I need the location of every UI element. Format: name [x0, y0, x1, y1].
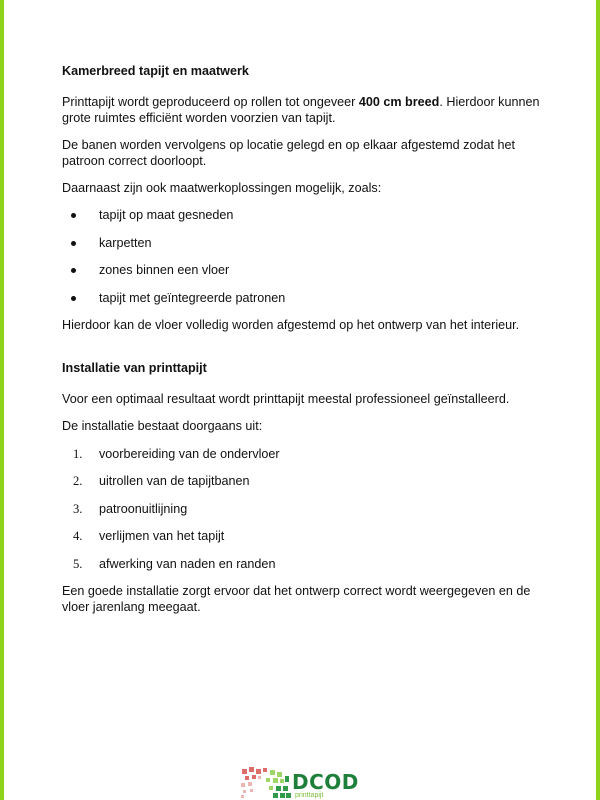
paragraph-banen-line2: patroon correct doorloopt. [62, 154, 207, 168]
bullet-item [62, 235, 542, 251]
bullet-item [62, 207, 542, 223]
numbered-item [62, 528, 542, 544]
numbered-item [62, 501, 542, 517]
step-text: voorbereiding van de ondervloer [99, 447, 280, 461]
bullet-item [62, 262, 542, 278]
step-number: 3. [73, 502, 83, 516]
numbered-item [62, 473, 542, 489]
step-text: afwerking van naden en randen [99, 557, 276, 571]
paragraph-text: Printtapijt wordt geproduceerd op rollen tot ongeveer [62, 95, 356, 109]
step-text: uitrollen van de tapijtbanen [99, 474, 250, 488]
logo-subtitle-text: printtapijt [295, 792, 324, 799]
numbered-item [62, 556, 542, 572]
bullet-marker [71, 268, 76, 273]
step-number: 2. [73, 474, 83, 488]
paragraph-text: . Hierdoor kunnen [439, 95, 540, 109]
paragraph-production-line1 [62, 94, 539, 110]
step-text: verlijmen van het tapijt [99, 529, 225, 543]
bullet-marker [71, 241, 76, 246]
paragraph-conclusion-line1: Een goede installatie zorgt ervoor dat het ontwerp correct wordt weergegeven en de [62, 584, 531, 598]
bullet-marker [71, 213, 76, 218]
step-number: 1. [73, 447, 83, 461]
right-border [596, 0, 600, 800]
logo-pixel-mark-icon [240, 766, 292, 800]
bullet-text: tapijt met geïntegreerde patronen [99, 291, 286, 305]
step-number: 4. [73, 529, 83, 543]
bullet-text: zones binnen een vloer [99, 263, 230, 277]
step-text: patroonuitlijning [99, 502, 188, 516]
left-border [0, 0, 4, 800]
section-heading-installatie: Installatie van printtapijt [62, 361, 207, 375]
paragraph-production-line2: grote ruimtes efficiënt worden voorzien van tapijt. [62, 111, 336, 125]
paragraph-banen-line1: De banen worden vervolgens op locatie gelegd en op elkaar afgestemd zodat het [62, 138, 515, 152]
section-heading-kamerbreed: Kamerbreed tapijt en maatwerk [62, 64, 249, 78]
bullet-item [62, 290, 542, 306]
bullet-text: karpetten [99, 236, 152, 250]
paragraph-maatwerk-intro: Daarnaast zijn ook maatwerkoplossingen mogelijk, zoals: [62, 181, 382, 195]
dcod-logo [240, 766, 360, 800]
logo-brand-text: DCOD [292, 770, 359, 794]
paragraph-afgestemd: Hierdoor kan de vloer volledig worden afgestemd op het ontwerp van het interieur. [62, 318, 520, 332]
numbered-item [62, 446, 542, 462]
step-number: 5. [73, 557, 83, 571]
paragraph-installatie-intro: Voor een optimaal resultaat wordt printtapijt meestal professioneel geïnstalleerd. [62, 392, 510, 406]
paragraph-conclusion-line2: vloer jarenlang meegaat. [62, 600, 201, 614]
bullet-marker [71, 296, 76, 301]
bullet-text: tapijt op maat gesneden [99, 208, 234, 222]
paragraph-installatie-steps-intro: De installatie bestaat doorgaans uit: [62, 419, 263, 433]
bold-width-text: 400 cm breed [358, 95, 440, 109]
